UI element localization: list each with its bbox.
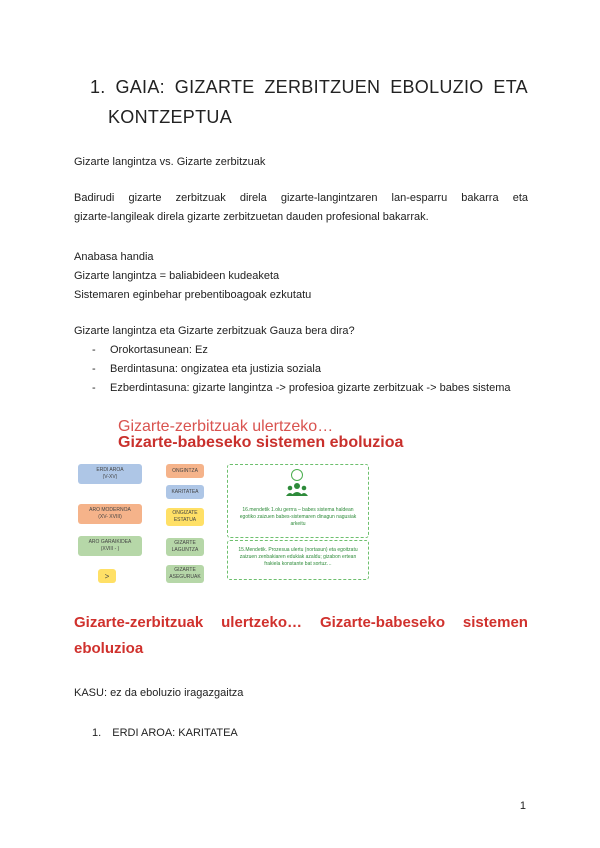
red-heading-word: Gizarte-zerbitzuak (74, 614, 204, 631)
title-line2: KONTZEPTUA (108, 107, 233, 127)
paragraph-1-line1: Badirudi gizarte zerbitzuak direla gizarte-langintzaren lan-esparru bakarra eta (74, 192, 528, 204)
bullet-item: - Orokortasunean: Ez (74, 341, 544, 360)
concept-box-ongizate-estatua (166, 508, 204, 526)
box-label: GIZARTE (174, 567, 196, 573)
box-sublabel: ASEGURUAK (169, 574, 201, 580)
red-heading-word: sistemen (462, 614, 528, 631)
red-heading-word: ulertzeko… (221, 614, 302, 631)
box-sublabel: (XV- XVIII) (98, 514, 122, 520)
box-label: ARO GARAIKIDEA (88, 539, 132, 545)
timeline-box-aro-garaikidea (78, 536, 142, 556)
paragraph-2-line: Gizarte langintza = baliabideen kudeaketa (74, 270, 280, 282)
box-label: KARITATEA (171, 488, 199, 495)
figure-title-1: Gizarte-zerbitzuak ulertzeko… (118, 418, 334, 435)
section-subtitle: Gizarte langintza vs. Gizarte zerbitzuak (74, 156, 266, 168)
note-text-2: 15.Mendetik. Prozesua ulertu (nortasun) eta egoitzatu zaizuen zenbakiaren edukiak azaldu; gizabon ertean frakiela konstante bat sortuz… (238, 547, 358, 567)
box-sublabel: (XVIII - ) (100, 546, 120, 552)
bullet-item: - Berdintasuna: ongizatea eta justizia soziala (74, 360, 544, 379)
concept-box-karitatea (166, 485, 204, 499)
box-sublabel: ESTATUA (173, 517, 197, 523)
question: Gizarte langintza eta Gizarte zerbitzuak Gauza bera dira? (74, 325, 355, 337)
concept-box-gizarte-aseguruak (166, 565, 204, 583)
title-word: EBOLUZIO (390, 77, 484, 97)
people-icon (286, 482, 308, 496)
title-word: ETA (493, 77, 528, 97)
box-label: GIZARTE (174, 540, 196, 546)
kasu-text: KASU: ez da eboluzio iragazgaitza (74, 687, 244, 699)
title-word: GAIA: (115, 77, 165, 97)
arrow-box (98, 569, 116, 583)
timeline-box-aro-modernoa (78, 504, 142, 524)
box-label: ONGINTZA (172, 467, 198, 474)
box-sublabel: LAGUNTZA (171, 547, 199, 553)
numbered-item-number: 1. (92, 727, 102, 739)
paragraph-2-line: Sistemaren eginbehar prebentiboagoak ezkutatu (74, 289, 312, 301)
red-heading-word: Gizarte-babeseko (319, 614, 445, 631)
lightbulb-icon (291, 469, 303, 481)
title-word: ZERBITZUEN (264, 77, 381, 97)
red-heading (74, 610, 528, 662)
arrow-icon: > (104, 571, 110, 581)
note-text-1: 16.mendetik 1.olu gerrra – babes sistema haldean egotiko zaizuen babes-sistemaren dinagun nagusiak arkeitu (239, 507, 357, 527)
red-heading-line2: eboluzioa (74, 640, 144, 657)
figure-title-2: Gizarte-babeseko sistemen eboluzioa (118, 434, 404, 451)
concept-box-ongintza (166, 464, 204, 478)
box-label: ERDI AROA (96, 467, 124, 473)
page-number: 1 (519, 800, 526, 812)
numbered-item-text: ERDI AROA: KARITATEA (112, 727, 238, 739)
box-sublabel: (V-XV) (102, 474, 118, 480)
box-label: ARO MODERNOA (89, 507, 131, 513)
concept-box-gizarte-laguntza (166, 538, 204, 556)
paragraph-2 (74, 248, 311, 305)
box-label: ONGIZATE (172, 510, 198, 516)
timeline-box-erdi-aroa (78, 464, 142, 484)
title-word: GIZARTE (174, 77, 255, 97)
paragraph-1 (74, 189, 528, 227)
note-box-2 (227, 540, 369, 580)
numbered-item (92, 724, 238, 743)
paragraph-2-line: Anabasa handia (74, 251, 154, 263)
bullet-item: - Ezberdintasuna: gizarte langintza -> profesioa gizarte zerbitzuak -> babes sistema (74, 379, 544, 398)
bullet-list (74, 341, 544, 398)
note-box-1 (227, 464, 369, 538)
title-number: 1. (90, 77, 106, 97)
document-title (90, 72, 528, 132)
paragraph-1-line2: gizarte-langileak direla gizarte zerbitzuetan dauden profesional bakarrak. (74, 211, 429, 223)
